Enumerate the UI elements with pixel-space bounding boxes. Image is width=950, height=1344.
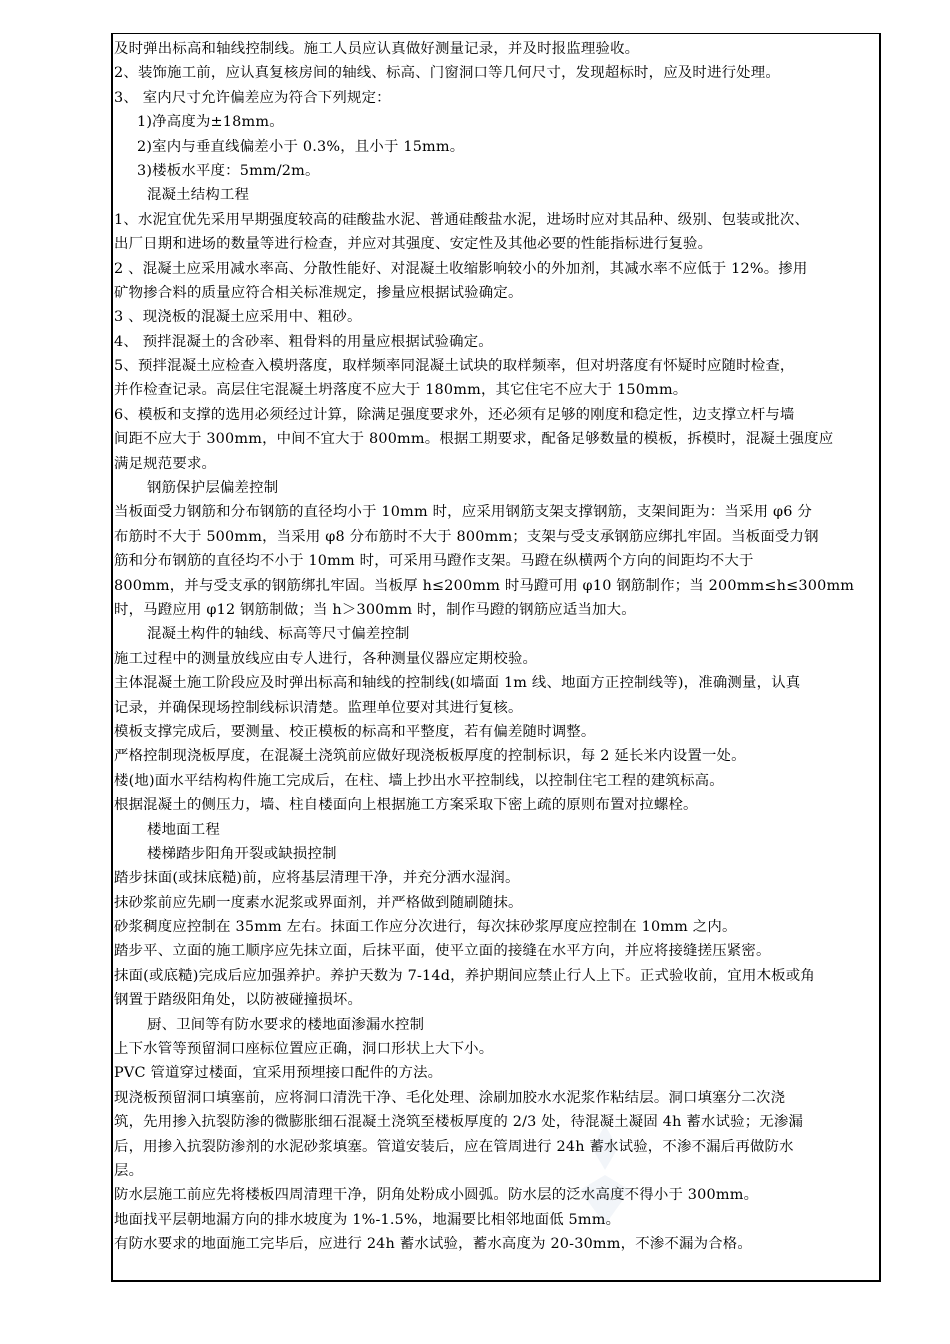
text-line: 5、预拌混凝土应检查入模坍落度，取样频率同混凝土试块的取样频率，但对坍落度有怀疑时应随时检查， <box>114 358 795 375</box>
text-line: 筋和分布钢筋的直径均不小于 10mm 时，可采用马蹬作支架。马蹬在纵横两个方向的间距均不大于 <box>114 553 754 570</box>
text-line: 有防水要求的地面施工完毕后，应进行 24h 蓄水试验，蓄水高度为 20-30mm，不渗不漏为合格。 <box>114 1236 752 1253</box>
section-heading: 楼地面工程 <box>147 821 220 838</box>
text-line: 时，马蹬应用 φ12 钢筋制做；当 h＞300mm 时，制作马蹬的钢筋应适当加大。 <box>114 601 636 618</box>
text-line: 6、模板和支撑的选用必须经过计算，除满足强度要求外，还必须有足够的刚度和稳定性，边支撑立杆与墙 <box>114 406 795 423</box>
text-line: PVC 管道穿过楼面，宜采用预埋接口配件的方法。 <box>114 1065 443 1082</box>
text-line: 地面找平层朝地漏方向的排水坡度为 1%-1.5%，地漏要比相邻地面低 5mm。 <box>114 1211 621 1228</box>
text-line: 满足规范要求。 <box>114 455 217 472</box>
text-line: 并作检查记录。高层住宅混凝土坍落度不应大于 180mm，其它住宅不应大于 150mm。 <box>114 382 688 399</box>
section-heading: 楼梯踏步阳角开裂或缺损控制 <box>147 845 337 862</box>
text-line: 后，用掺入抗裂防渗剂的水泥砂浆填塞。管道安装后，应在管周进行 24h 蓄水试验，不渗不漏后再做防水 <box>114 1138 794 1155</box>
text-line: 记录，并确保现场控制线标识清楚。监理单位要对其进行复核。 <box>114 699 523 716</box>
text-line: 间距不应大于 300mm，中间不宜大于 800mm。根据工期要求，配备足够数量的模板，拆模时，混凝土强度应 <box>114 431 834 448</box>
text-line: 楼(地)面水平结构构件施工完成后，在柱、墙上抄出水平控制线，以控制住宅工程的建筑标高。 <box>114 772 724 789</box>
text-line: 施工过程中的测量放线应由专人进行，各种测量仪器应定期校验。 <box>114 650 538 667</box>
text-line: 抹面(或底糙)完成后应加强养护。养护天数为 7-14d，养护期间应禁止行人上下。正式验收前，宜用木板或角 <box>114 967 815 984</box>
text-line: 4、 预拌混凝土的含砂率、粗骨料的用量应根据试验确定。 <box>114 333 493 350</box>
text-line: 2)室内与垂直线偏差小于 0.3%，且小于 15mm。 <box>137 138 465 155</box>
text-line: 3)楼板水平度：5mm/2m。 <box>137 162 320 179</box>
text-line: 根据混凝土的侧压力，墙、柱自楼面向上根据施工方案采取下密上疏的原则布置对拉螺栓。 <box>114 797 698 814</box>
text-line: 2 、混凝土应采用减水率高、分散性能好、对混凝土收缩影响较小的外加剂，其减水率不应低于 12%。掺用 <box>114 260 808 277</box>
section-heading: 厨、卫间等有防水要求的楼地面渗漏水控制 <box>147 1016 425 1033</box>
text-line: 矿物掺合料的质量应符合相关标准规定，掺量应根据试验确定。 <box>114 284 523 301</box>
text-line: 砂浆稠度应控制在 35mm 左右。抹面工作应分次进行，每次抹砂浆厚度应控制在 10mm 之内。 <box>114 919 737 936</box>
section-heading: 混凝土结构工程 <box>147 187 250 204</box>
text-line: 踏步平、立面的施工顺序应先抹立面，后抹平面，使平立面的接缝在水平方向，并应将接缝搓压紧密。 <box>114 943 771 960</box>
text-line: 模板支撑完成后，要测量、校正模板的标高和平整度，若有偏差随时调整。 <box>114 723 596 740</box>
document-body <box>114 37 876 1257</box>
text-line: 800mm，并与受支承的钢筋绑扎牢固。当板厚 h≤200mm 时马蹬可用 φ10 钢筋制作；当 200mm≤h≤300mm <box>114 577 855 594</box>
text-line: 3、 室内尺寸允许偏差应为符合下列规定： <box>114 89 391 106</box>
text-line: 布筋时不大于 500mm，当采用 φ8 分布筋时不大于 800mm；支架与受支承钢筋应绑扎牢固。当板面受力钢 <box>114 528 819 545</box>
text-line: 3 、现浇板的混凝土应采用中、粗砂。 <box>114 309 362 326</box>
text-line: 出厂日期和进场的数量等进行检查，并应对其强度、安定性及其他必要的性能指标进行复验。 <box>114 236 713 253</box>
text-line: 1、水泥宜优先采用早期强度较高的硅酸盐水泥、普通硅酸盐水泥，进场时应对其品种、级别、包装或批次、 <box>114 211 810 228</box>
section-heading: 钢筋保护层偏差控制 <box>147 480 279 497</box>
text-line: 1)净高度为±18mm。 <box>137 114 284 131</box>
text-line: 层。 <box>114 1162 144 1179</box>
text-line: 筑，先用掺入抗裂防渗的微膨胀细石混凝土浇筑至楼板厚度的 2/3 处，待混凝土凝固 4h 蓄水试验；无渗漏 <box>114 1114 804 1131</box>
text-line: 抹砂浆前应先刷一度素水泥浆或界面剂，并严格做到随刷随抹。 <box>114 894 523 911</box>
text-line: 严格控制现浇板厚度，在混凝土浇筑前应做好现浇板板厚度的控制标识，每 2 延长米内设置一处。 <box>114 748 746 765</box>
text-line: 上下水管等预留洞口座标位置应正确，洞口形状上大下小。 <box>114 1041 494 1058</box>
text-line: 当板面受力钢筋和分布钢筋的直径均小于 10mm 时，应采用钢筋支架支撑钢筋，支架间距为：当采用 φ6 分 <box>114 504 812 521</box>
section-heading: 混凝土构件的轴线、标高等尺寸偏差控制 <box>147 626 410 643</box>
text-line: 及时弹出标高和轴线控制线。施工人员应认真做好测量记录，并及时报监理验收。 <box>114 41 640 57</box>
text-line: 主体混凝土施工阶段应及时弹出标高和轴线的控制线(如墙面 1m 线、地面方正控制线等)，准确测量，认真 <box>114 675 801 692</box>
text-line: 踏步抹面(或抹底糙)前，应将基层清理干净，并充分洒水湿润。 <box>114 870 520 887</box>
text-line: 防水层施工前应先将楼板四周清理干净，阴角处粉成小圆弧。防水层的泛水高度不得小于 300mm。 <box>114 1187 759 1204</box>
text-line: 2、装饰施工前，应认真复核房间的轴线、标高、门窗洞口等几何尺寸，发现超标时，应及时进行处理。 <box>114 65 780 82</box>
text-line: 现浇板预留洞口填塞前，应将洞口清洗干净、毛化处理、涂刷加胶水水泥浆作粘结层。洞口填塞分二次浇 <box>114 1089 786 1106</box>
text-line: 钢置于踏级阳角处，以防被碰撞损坏。 <box>114 992 363 1009</box>
